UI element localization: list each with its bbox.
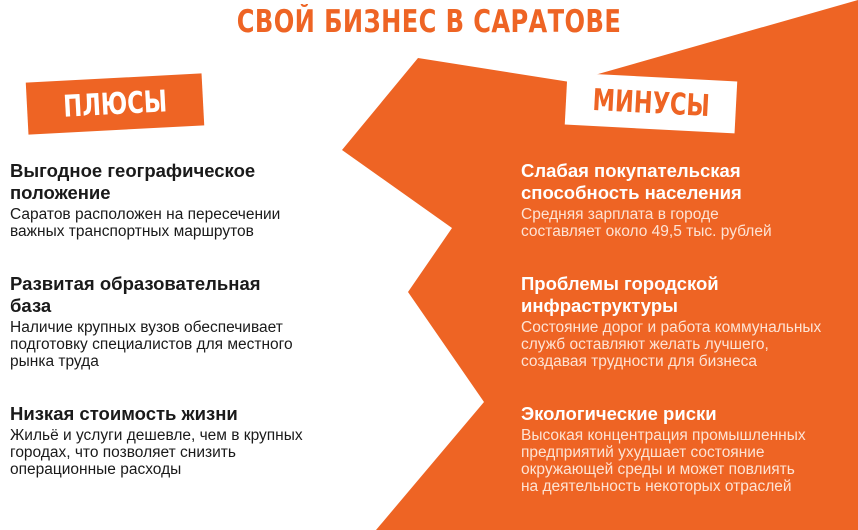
- pros-item-text: Саратов расположен на пересечении важных транспортных маршрутов: [10, 206, 281, 240]
- cons-item-title: Слабая покупательская способность населения: [521, 160, 742, 203]
- pros-item-title: Выгодное географическое положение: [10, 160, 256, 203]
- cons-item: [521, 403, 851, 495]
- cons-item-text: Состояние дорог и работа коммунальных служб оставляют желать лучшего, создавая трудности для бизнеса: [521, 319, 822, 370]
- page-title: СВОЙ БИЗНЕС В САРАТОВЕ: [236, 4, 622, 40]
- cons-item-title: Проблемы городской инфраструктуры: [521, 273, 719, 316]
- pros-item-title: Низкая стоимость жизни: [10, 403, 238, 424]
- cons-item-text: Средняя зарплата в городе составляет около 49,5 тыс. рублей: [521, 206, 772, 240]
- cons-item-text: Высокая концентрация промышленных предприятий ухудшает состояние окружающей среды и может повлиять на деятельность некоторых отраслей: [521, 427, 806, 495]
- pros-item-title: Развитая образовательная база: [10, 273, 261, 316]
- cons-item-title: Экологические риски: [521, 403, 717, 424]
- cons-item: [521, 160, 851, 240]
- pros-item-text: Наличие крупных вузов обеспечивает подготовку специалистов для местного рынка труда: [10, 319, 293, 370]
- cons-label-badge: [565, 73, 737, 134]
- pros-label-badge: [26, 73, 204, 134]
- cons-label: МИНУСЫ: [591, 82, 711, 124]
- pros-item: [10, 273, 330, 370]
- cons-item: [521, 273, 851, 370]
- pros-item: [10, 403, 330, 478]
- pros-label: ПЛЮСЫ: [62, 83, 168, 125]
- pros-item: [10, 160, 330, 240]
- pros-item-text: Жильё и услуги дешевле, чем в крупных городах, что позволяет снизить операционные расходы: [10, 427, 303, 478]
